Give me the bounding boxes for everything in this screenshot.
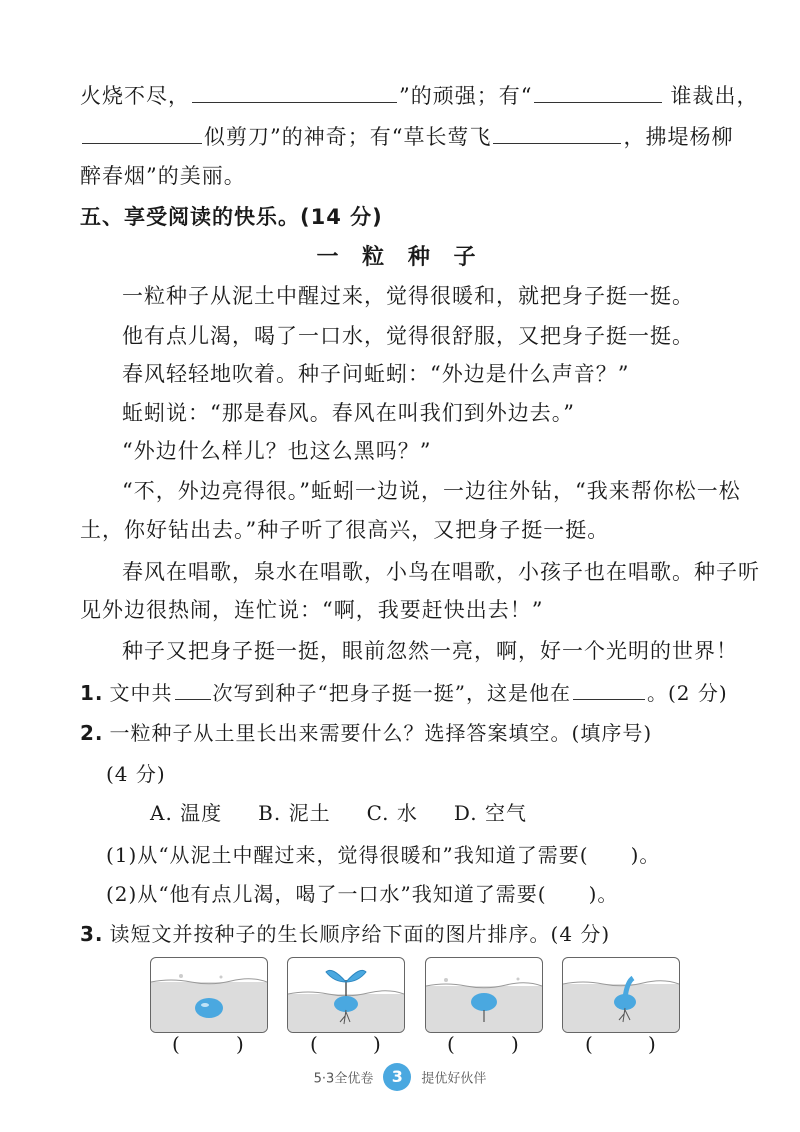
option-d: D. 空气 — [453, 801, 527, 825]
paren-close: ) — [236, 1032, 244, 1056]
question-text: 文中共 — [109, 681, 173, 705]
question-text: 。(2 分) — [646, 681, 728, 705]
passage-paragraph: 春风在唱歌，泉水在唱歌，小鸟在唱歌，小孩子也在唱歌。种子听 — [122, 560, 760, 584]
passage-paragraph: 春风轻轻地吹着。种子问蚯蚓：“外边是什么声音？” — [122, 362, 630, 386]
option-c: C. 水 — [366, 801, 418, 825]
seed-picture-1 — [150, 957, 268, 1033]
passage-paragraph: 土，你好钻出去。”种子听了很高兴，又把身子挺一挺。 — [80, 518, 610, 542]
question-text: 次写到种子“把身子挺一挺”，这是他在 — [212, 681, 571, 705]
question-3 — [80, 918, 610, 947]
question-2-sub-2 — [106, 878, 618, 907]
paren-open: ( — [447, 1032, 455, 1056]
question-number: 2. — [80, 721, 104, 745]
question-text: 一粒种子从土里长出来需要什么？选择答案填空。(填序号) — [109, 721, 653, 745]
passage-paragraph: 蚯蚓说：“那是春风。春风在叫我们到外边去。” — [122, 401, 575, 425]
option-b: B. 泥土 — [258, 801, 331, 825]
intro-text: ，拂堤杨柳 — [623, 125, 734, 149]
answer-blank[interactable] — [534, 101, 662, 103]
paren-close: ) — [373, 1032, 381, 1056]
question-1 — [80, 677, 728, 706]
footer-brand: 5·3全优卷 — [313, 1071, 374, 1087]
intro-text: 火烧不尽， — [80, 84, 190, 108]
page-footer — [0, 1063, 800, 1091]
question-2 — [80, 717, 652, 746]
page-number-badge: 3 — [383, 1063, 411, 1091]
intro-line-1 — [80, 80, 758, 110]
footer-slogan: 提优好伙伴 — [421, 1071, 487, 1087]
intro-line-3: 醉春烟”的美丽。 — [80, 164, 246, 188]
intro-text: 似剪刀”的神奇；有“草长莺飞 — [204, 125, 492, 149]
passage-paragraph: 见外边很热闹，连忙说：“啊，我要赶快出去！” — [80, 598, 544, 622]
paren-open: ( — [310, 1032, 318, 1056]
question-2-score: (4 分) — [106, 762, 166, 786]
option-a: A. 温度 — [150, 801, 223, 825]
seed-picture-4 — [562, 957, 680, 1033]
passage-paragraph: “不，外边亮得很。”蚯蚓一边说，一边往外钻，“我来帮你松一松 — [122, 479, 741, 503]
passage-paragraph: 一粒种子从泥土中醒过来，觉得很暖和，就把身子挺一挺。 — [122, 284, 694, 308]
passage-title: 一 粒 种 子 — [316, 245, 484, 270]
question-text: 读短文并按种子的生长顺序给下面的图片排序。(4 分) — [109, 922, 611, 946]
answer-blank[interactable] — [573, 698, 645, 700]
paren-close: ) — [511, 1032, 519, 1056]
section-heading: 五、享受阅读的快乐。(14 分) — [80, 205, 383, 229]
paren-close: ) — [648, 1032, 656, 1056]
passage-paragraph: 他有点儿渴，喝了一口水，觉得很舒服，又把身子挺一挺。 — [122, 324, 694, 348]
seed-picture-3 — [425, 957, 543, 1033]
intro-line-2 — [80, 121, 733, 151]
option-list — [150, 797, 527, 826]
intro-text: 谁裁出， — [670, 84, 759, 108]
answer-blank[interactable] — [82, 142, 202, 144]
question-text: (1)从“从泥土中醒过来，觉得很暖和”我知道了需要( — [106, 843, 589, 867]
seed-picture-row — [150, 957, 680, 1033]
answer-blank[interactable] — [175, 698, 211, 700]
answer-blank[interactable] — [192, 101, 397, 103]
question-text: (2)从“他有点儿渴，喝了一口水”我知道了需要( — [106, 882, 547, 906]
passage-paragraph: “外边什么样儿？也这么黑吗？” — [122, 439, 432, 463]
question-number: 1. — [80, 681, 104, 705]
paren-open: ( — [172, 1032, 180, 1056]
question-number: 3. — [80, 922, 104, 946]
intro-text: ”的顽强；有“ — [399, 84, 533, 108]
seed-picture-2 — [287, 957, 405, 1033]
question-text: )。 — [588, 882, 619, 906]
paren-open: ( — [585, 1032, 593, 1056]
question-2-sub-1 — [106, 839, 660, 868]
passage-paragraph: 种子又把身子挺一挺，眼前忽然一亮，啊，好一个光明的世界！ — [122, 639, 738, 663]
answer-blank[interactable] — [493, 142, 621, 144]
question-text: )。 — [630, 843, 661, 867]
